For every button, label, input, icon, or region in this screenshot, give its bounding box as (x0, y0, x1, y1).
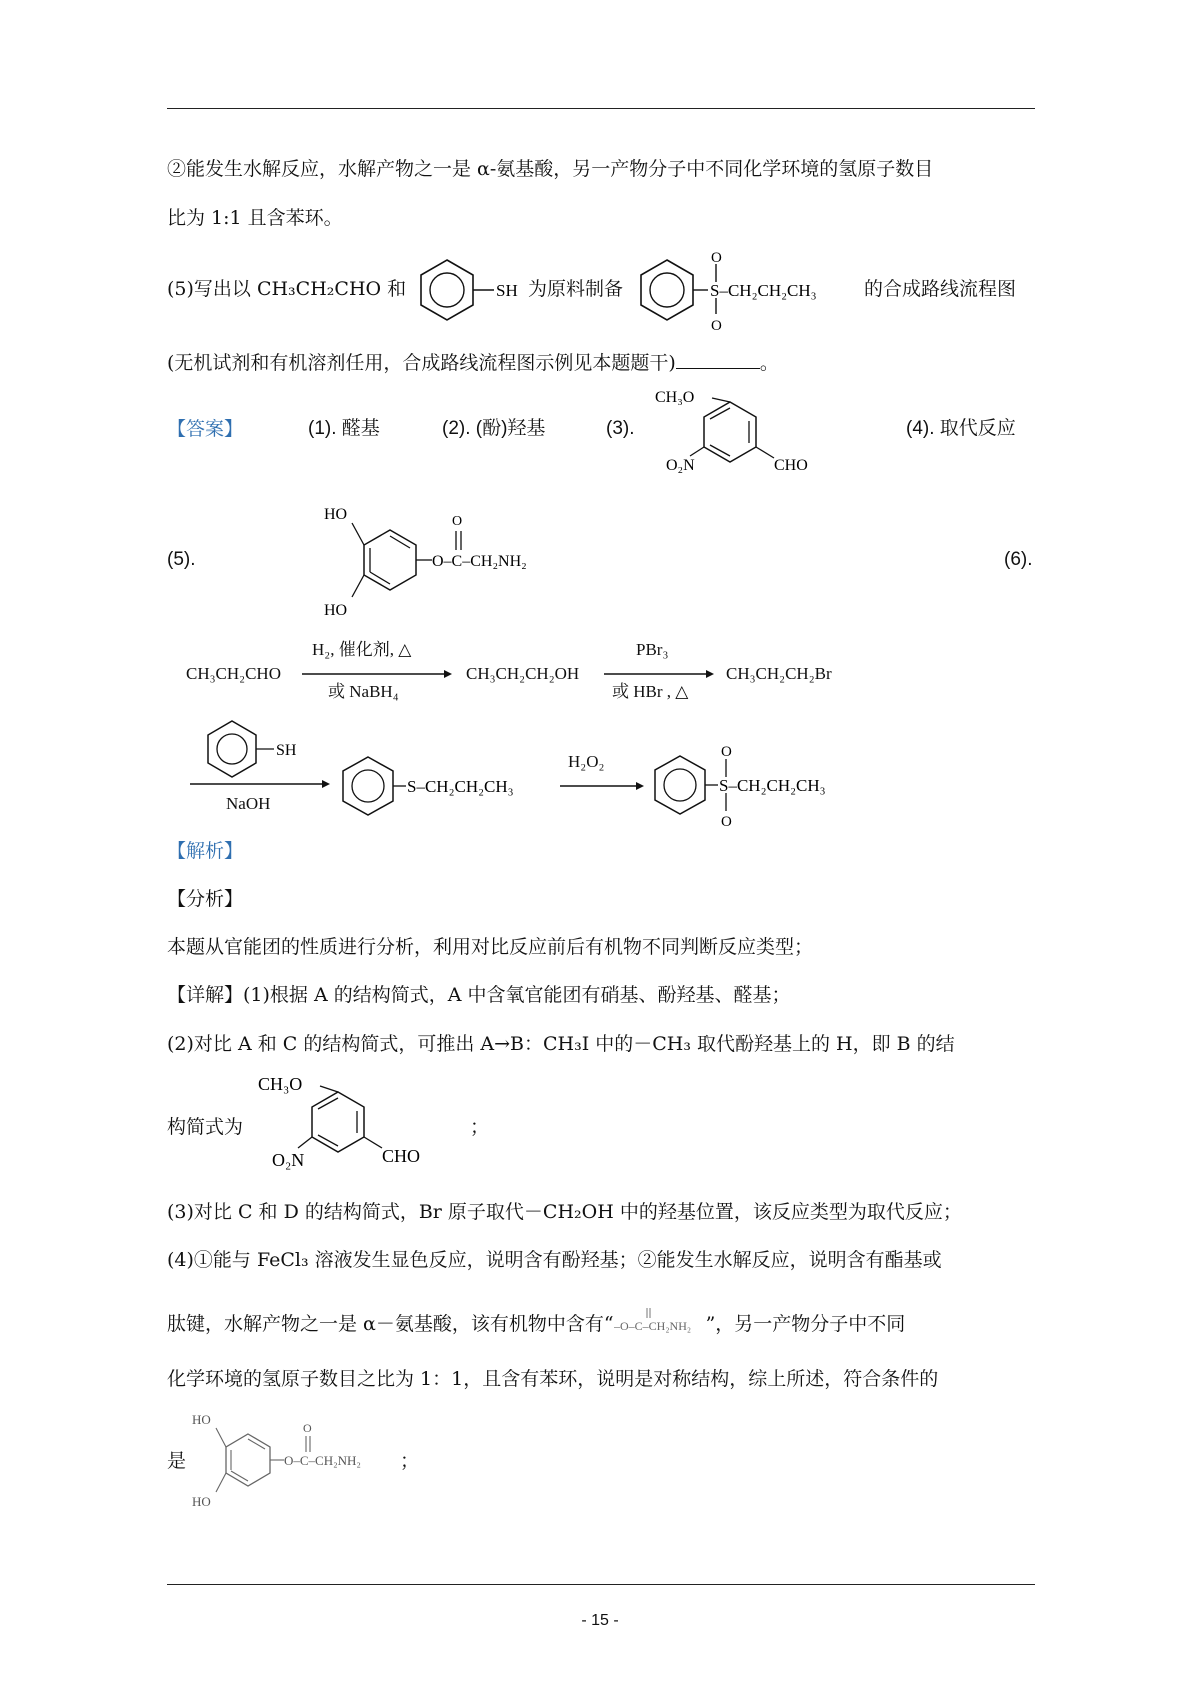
page-number: - 15 - (581, 1612, 619, 1629)
detail-2b-end: ； (470, 1116, 490, 1138)
answer-2: (2). (酚)羟基 (442, 418, 546, 439)
route-thiophenol-reagent (200, 718, 320, 784)
route-mid: CH₃CH₂CH₂OH (466, 664, 580, 683)
compound-b-structure (256, 1076, 466, 1174)
q5-suffix: 的合成路线流程图 (864, 278, 1017, 300)
route-arrow3 (190, 778, 330, 790)
route-arrow4-top: H₂O₂ (568, 752, 605, 771)
detail-4d-post: ； (400, 1450, 420, 1472)
answer-1: (1). 醛基 (308, 418, 380, 439)
route-start: CH₃CH₂CHO (186, 664, 281, 683)
q5-period: 。 (759, 352, 779, 374)
svg-text:O: O (452, 514, 463, 529)
q5-middle: 为原料制备 (528, 278, 624, 300)
inline-amino-ester-fragment (614, 1306, 706, 1336)
detail-2b: 构简式为 (167, 1116, 244, 1138)
answer-4: (4). 取代反应 (906, 418, 1016, 439)
svg-text:S–CH₂CH₂CH₃: S–CH₂CH₂CH₃ (407, 777, 514, 796)
detail-1: 【详解】(1)根据 A 的结构简式，A 中含氧官能团有硝基、酚羟基、醛基； (167, 984, 791, 1006)
svg-text:O: O (711, 318, 722, 332)
svg-text:CH₃O: CH₃O (655, 390, 695, 406)
final-answer-structure (190, 1404, 410, 1514)
route-final-sulfone-structure (648, 742, 878, 828)
route-arrow4 (560, 780, 644, 792)
svg-text:O: O (303, 1421, 312, 1435)
svg-text:O₂N: O₂N (272, 1150, 305, 1170)
route-arrow1 (302, 668, 452, 680)
analysis-fenxi: 【分析】 (167, 888, 244, 910)
svg-text:HO: HO (192, 1494, 211, 1509)
svg-text:HO: HO (192, 1412, 211, 1427)
svg-text:CHO: CHO (774, 457, 808, 474)
analysis-fenxi-text: 本题从官能团的性质进行分析，利用对比反应前后有机物不同判断反应类型； (167, 936, 814, 958)
analysis-tag: 【解析】 (167, 840, 244, 862)
answer-3-structure (650, 390, 850, 478)
thiophenol-structure (412, 255, 522, 325)
answer-5-label: (5). (167, 549, 196, 570)
route-end: CH₃CH₂CH₂Br (726, 664, 832, 683)
sulfone-product-structure (632, 248, 862, 332)
q5-line2-text: (无机试剂和有机溶剂任用，合成路线流程图示例见本题题干) (167, 352, 676, 374)
header-rule (167, 108, 1035, 109)
svg-text:O: O (721, 744, 732, 760)
answer-blank (676, 350, 760, 369)
svg-text:HO: HO (324, 602, 348, 619)
detail-4b-post: ”，另一产物分子中不同 (705, 1313, 906, 1335)
route-arrow1-bottom: 或 NaBH₄ (328, 682, 399, 701)
detail-4b (167, 1306, 905, 1336)
svg-text:S–CH₂CH₂CH₃: S–CH₂CH₂CH₃ (710, 281, 817, 300)
svg-text:O–C–CH₂NH₂: O–C–CH₂NH₂ (284, 1453, 361, 1468)
svg-text:HO: HO (324, 506, 348, 523)
detail-4b-pre: 肽键，水解产物之一是 α－氨基酸，该有机物中含有“ (167, 1313, 614, 1335)
q4-item2-line2: 比为 1:1 且含苯环。 (167, 207, 343, 229)
route-arrow3-bottom: NaOH (226, 794, 271, 813)
route-arrow2-bottom: 或 HBr , △ (612, 682, 689, 701)
answer-3-label: (3). (606, 418, 635, 439)
route-thioether-structure (336, 752, 566, 822)
svg-text:CH₃O: CH₃O (258, 1076, 303, 1094)
svg-text:SH: SH (276, 742, 297, 759)
svg-text:CHO: CHO (382, 1146, 421, 1166)
answer-5-structure (318, 495, 568, 625)
detail-4d-pre: 是 (167, 1450, 187, 1472)
answer-tag: 【答案】 (167, 418, 244, 440)
svg-text:O₂N: O₂N (666, 457, 695, 474)
svg-text:O: O (721, 814, 732, 828)
footer-rule (167, 1584, 1035, 1585)
svg-text:O–C–CH₂NH₂: O–C–CH₂NH₂ (432, 553, 527, 570)
route-arrow2-top: PBr₃ (636, 640, 669, 659)
q5-prefix: (5)写出以 CH₃CH₂CHO 和 (167, 278, 407, 300)
detail-3: (3)对比 C 和 D 的结构简式，Br 原子取代－CH₂OH 中的羟基位置，该反应类型为取代反应； (167, 1201, 962, 1223)
svg-text:–O–C–CH₂NH₂: –O–C–CH₂NH₂ (613, 1319, 691, 1333)
detail-4a: (4)①能与 FeCl₃ 溶液发生显色反应，说明含有酚羟基；②能发生水解反应，说明含有酯基或 (167, 1249, 942, 1271)
q4-item2-line1: ②能发生水解反应，水解产物之一是 α-氨基酸，另一产物分子中不同化学环境的氢原子数目 (167, 158, 934, 180)
svg-text:O: O (711, 250, 722, 266)
q5-line2 (167, 350, 779, 375)
answer-6-label: (6). (1004, 549, 1033, 570)
detail-4c: 化学环境的氢原子数目之比为 1：1，且含有苯环，说明是对称结构，综上所述，符合条件的 (167, 1368, 939, 1390)
route-arrow1-top: H₂, 催化剂, △ (312, 640, 412, 659)
svg-text:SH: SH (496, 281, 518, 300)
detail-2: (2)对比 A 和 C 的结构简式，可推出 A→B：CH₃I 中的－CH₃ 取代酚羟基上的 H，即 B 的结 (167, 1033, 955, 1055)
svg-text:S–CH₂CH₂CH₃: S–CH₂CH₂CH₃ (719, 776, 826, 795)
route-arrow2 (604, 668, 714, 680)
